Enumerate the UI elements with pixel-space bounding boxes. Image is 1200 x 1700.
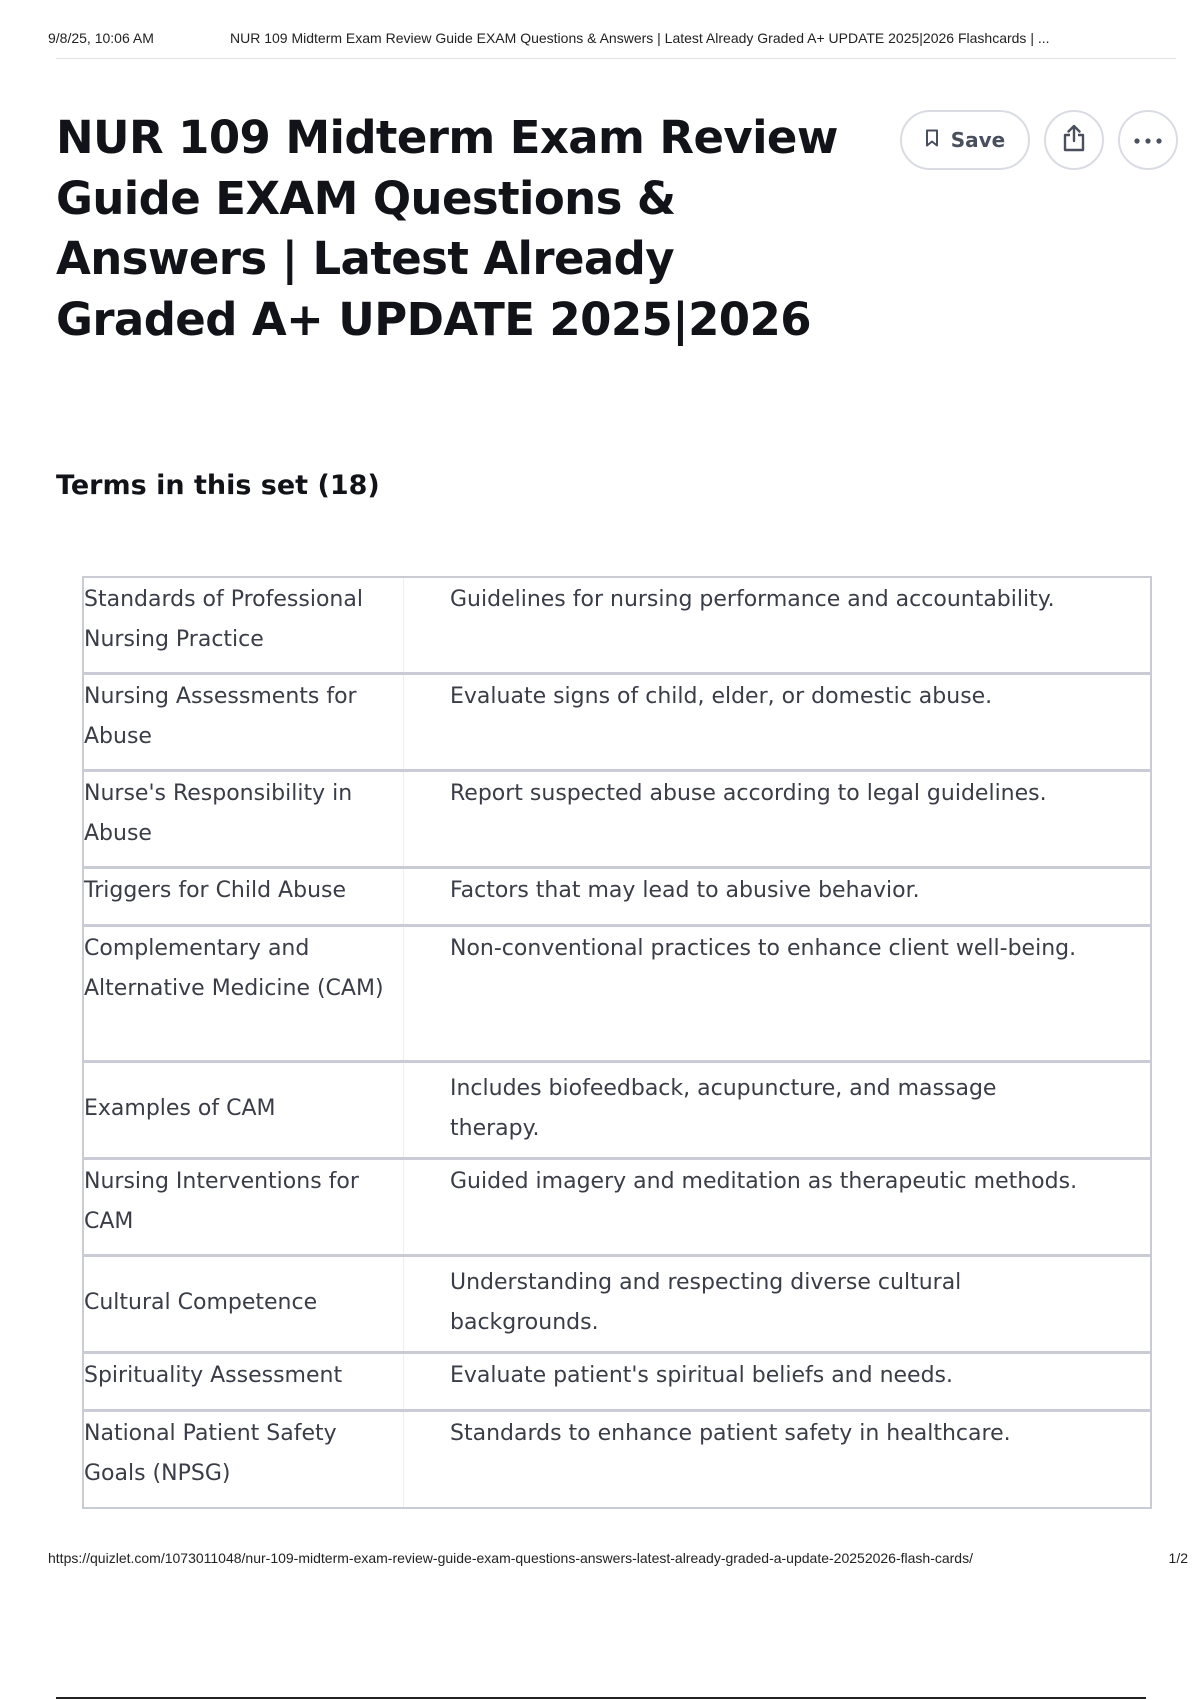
page-title: NUR 109 Midterm Exam Review Guide EXAM Questions & Answers | Latest Already Graded A+ UPDATE 2025|2026 — [56, 111, 838, 346]
save-button[interactable] — [900, 110, 1030, 170]
definition-cell: Evaluate patient's spiritual beliefs and needs. — [450, 1363, 954, 1388]
term-row — [84, 1412, 1150, 1507]
term-cell: Complementary and Alternative Medicine (CAM) — [84, 927, 404, 1060]
term-cell: National Patient Safety Goals (NPSG) — [84, 1412, 404, 1507]
definition-cell: Guidelines for nursing performance and accountability. — [450, 587, 1055, 612]
bottom-divider — [56, 1697, 1146, 1699]
term-cell: Examples of CAM — [84, 1063, 404, 1157]
definition-cell: Standards to enhance patient safety in healthcare. — [450, 1421, 1011, 1446]
term-cell: Cultural Competence — [84, 1257, 404, 1351]
save-button-label: Save — [950, 128, 1006, 152]
header-divider — [56, 58, 1176, 59]
definition-cell: Factors that may lead to abusive behavior. — [450, 878, 920, 903]
term-row — [84, 772, 1150, 869]
term-cell: Spirituality Assessment — [84, 1354, 404, 1409]
definition-cell: Includes biofeedback, acupuncture, and massage therapy. — [450, 1076, 997, 1141]
term-cell: Standards of Professional Nursing Practice — [84, 578, 404, 672]
bookmark-icon — [925, 128, 939, 152]
term-row — [84, 1354, 1150, 1412]
definition-cell: Guided imagery and meditation as therapeutic methods. — [450, 1169, 1078, 1194]
definition-cell: Evaluate signs of child, elder, or domestic abuse. — [450, 684, 993, 709]
definition-cell: Report suspected abuse according to legal guidelines. — [450, 781, 1047, 806]
page-number: 1/2 — [1168, 1550, 1188, 1566]
term-row — [84, 869, 1150, 927]
print-doc-title: NUR 109 Midterm Exam Review Guide EXAM Questions & Answers | Latest Already Graded A+ UPDATE 2025|2026 Flashcards | ... — [230, 30, 1050, 46]
share-button[interactable] — [1044, 110, 1104, 170]
definition-cell: Understanding and respecting diverse cultural backgrounds. — [450, 1270, 962, 1335]
share-icon — [1062, 124, 1086, 157]
definition-cell: Non-conventional practices to enhance client well-being. — [450, 936, 1077, 961]
term-cell: Nurse's Responsibility in Abuse — [84, 772, 404, 866]
terms-heading: Terms in this set (18) — [56, 470, 380, 501]
more-options-button[interactable] — [1118, 110, 1178, 170]
print-url: https://quizlet.com/1073011048/nur-109-midterm-exam-review-guide-exam-questions-answers-latest-already-graded-a-update-20252026-flash-cards/ — [48, 1550, 973, 1566]
print-date: 9/8/25, 10:06 AM — [48, 30, 154, 46]
term-cell: Nursing Interventions for CAM — [84, 1160, 404, 1254]
term-cell: Nursing Assessments for Abuse — [84, 675, 404, 769]
term-cell: Triggers for Child Abuse — [84, 869, 404, 924]
terms-table — [82, 576, 1152, 1509]
term-row — [84, 927, 1150, 1063]
term-row — [84, 578, 1150, 675]
print-header — [48, 30, 1178, 50]
term-row — [84, 675, 1150, 772]
term-row — [84, 1257, 1150, 1354]
more-icon — [1134, 131, 1162, 149]
term-row — [84, 1063, 1150, 1160]
print-footer — [48, 1550, 1188, 1570]
term-row — [84, 1160, 1150, 1257]
